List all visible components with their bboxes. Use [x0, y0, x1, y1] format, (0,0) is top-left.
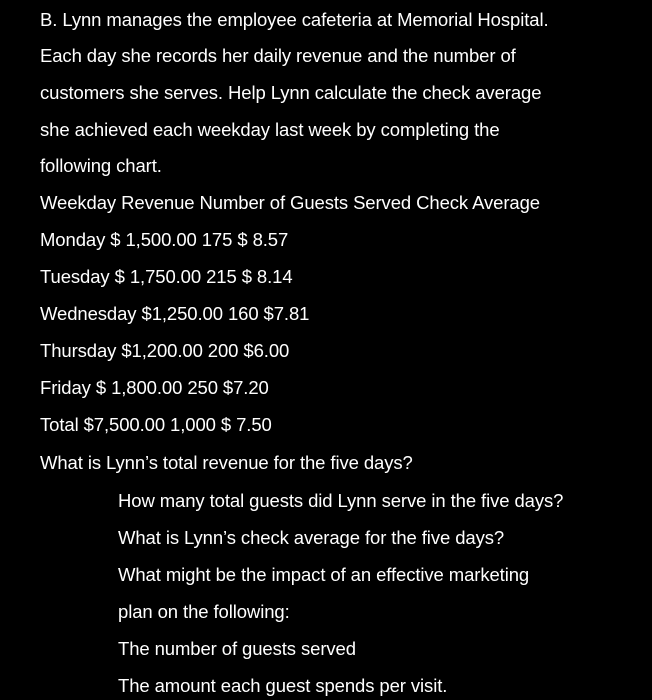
- table-row-wednesday: Wednesday $1,250.00 160 $7.81: [40, 303, 310, 324]
- table-row-total: Total $7,500.00 1,000 $ 7.50: [40, 414, 272, 435]
- question-marketing-impact-cont: plan on the following:: [118, 601, 290, 622]
- intro-line-2: Each day she records her daily revenue and the number of: [40, 45, 516, 66]
- intro-line-3: customers she serves. Help Lynn calculate the check average: [40, 82, 542, 103]
- table-header: Weekday Revenue Number of Guests Served Check Average: [40, 192, 540, 213]
- question-total-revenue: What is Lynn’s total revenue for the five days?: [40, 452, 413, 473]
- intro-line-1: B. Lynn manages the employee cafeteria at Memorial Hospital.: [40, 9, 549, 30]
- question-check-average: What is Lynn’s check average for the five days?: [118, 527, 505, 548]
- question-total-guests: How many total guests did Lynn serve in the five days?: [118, 490, 564, 511]
- table-row-monday: Monday $ 1,500.00 175 $ 8.57: [40, 229, 289, 250]
- table-row-friday: Friday $ 1,800.00 250 $7.20: [40, 377, 269, 398]
- question-marketing-impact: What might be the impact of an effective marketing: [118, 564, 530, 585]
- table-row-tuesday: Tuesday $ 1,750.00 215 $ 8.14: [40, 266, 293, 287]
- intro-line-5: following chart.: [40, 155, 162, 176]
- item-guests-served: The number of guests served: [118, 638, 356, 659]
- table-row-thursday: Thursday $1,200.00 200 $6.00: [40, 340, 290, 361]
- intro-line-4: she achieved each weekday last week by completing the: [40, 119, 500, 140]
- item-amount-spent: The amount each guest spends per visit.: [118, 675, 448, 696]
